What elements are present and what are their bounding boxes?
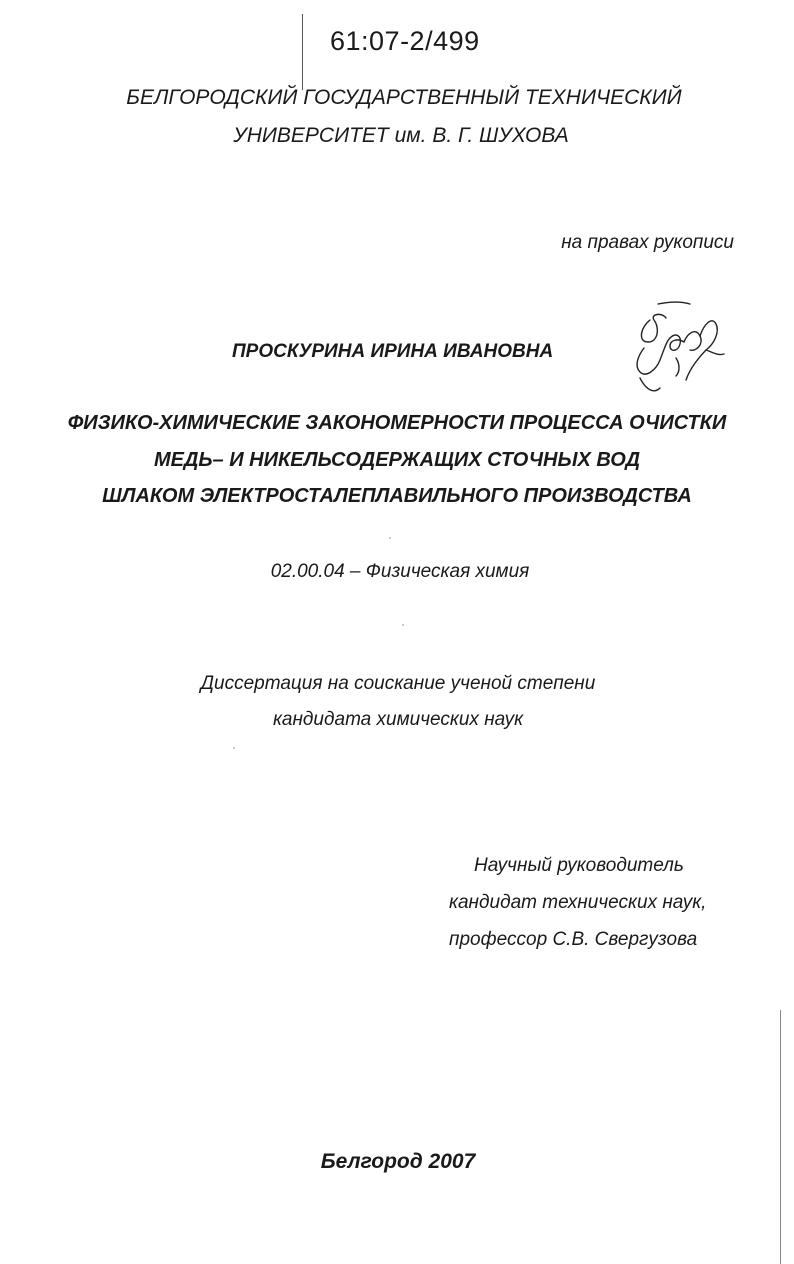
specialty-code: 02.00.04 – Физическая химия <box>270 561 530 582</box>
institution-line-1: БЕЛГОРОДСКИЙ ГОСУДАРСТВЕННЫЙ ТЕХНИЧЕСКИЙ <box>126 86 682 109</box>
degree-line-1: Диссертация на соискание ученой степени <box>200 673 596 694</box>
scan-speck <box>233 747 235 749</box>
scan-speck <box>389 537 391 539</box>
place-and-year: Белгород 2007 <box>320 1150 476 1173</box>
thesis-title-line-1: ФИЗИКО-ХИМИЧЕСКИЕ ЗАКОНОМЕРНОСТИ ПРОЦЕССА ОЧИСТКИ <box>67 412 727 434</box>
supervisor-line-1: Научный руководитель <box>474 855 684 876</box>
scan-speck <box>402 624 404 626</box>
scan-margin-line-right <box>780 1010 781 1264</box>
institution-line-2: УНИВЕРСИТЕТ им. В. Г. ШУХОВА <box>233 124 569 147</box>
degree-line-2: кандидата химических наук <box>272 709 524 730</box>
author-name: ПРОСКУРИНА ИРИНА ИВАНОВНА <box>232 341 554 362</box>
scan-margin-line-top <box>302 14 303 90</box>
supervisor-line-3: профессор С.В. Свергузова <box>449 929 698 950</box>
rights-note: на правах рукописи <box>561 232 734 253</box>
supervisor-line-2: кандидат технических наук, <box>449 892 707 913</box>
thesis-title-line-3: ШЛАКОМ ЭЛЕКТРОСТАЛЕПЛАВИЛЬНОГО ПРОИЗВОДСТВА <box>102 485 692 507</box>
call-number: 61:07-2/499 <box>330 26 480 56</box>
thesis-title-line-2: МЕДЬ– И НИКЕЛЬСОДЕРЖАЩИХ СТОЧНЫХ ВОД <box>153 449 641 471</box>
handwritten-signature-icon <box>620 298 730 398</box>
